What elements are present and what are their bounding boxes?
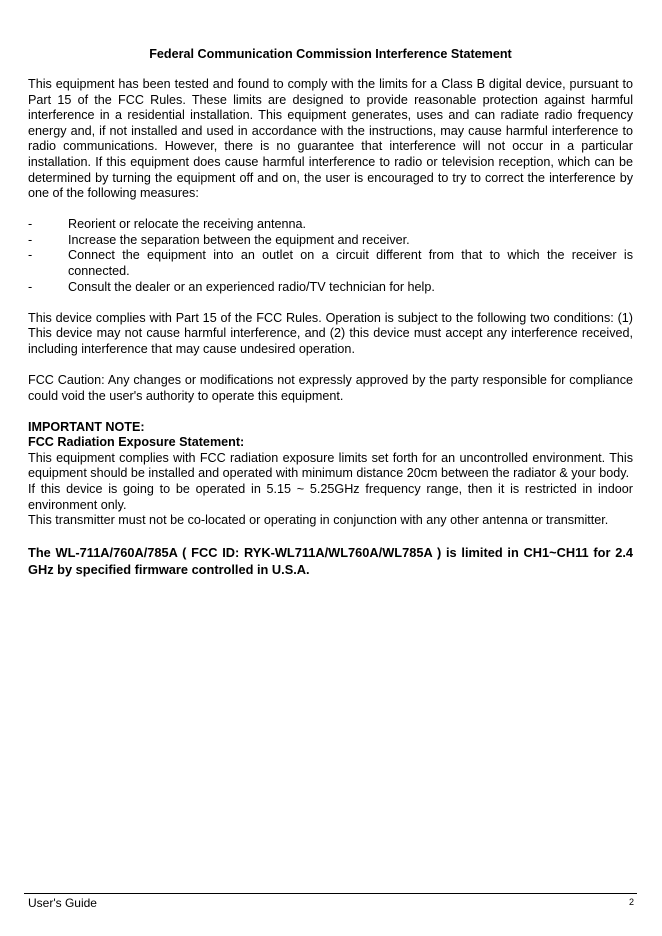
list-item-text: Increase the separation between the equipment and receiver. [68, 232, 410, 247]
caution-paragraph: FCC Caution: Any changes or modifications not expressly approved by the party responsible for compliance could void the user's authority to operate this equipment. [28, 373, 633, 403]
list-dash: - [28, 279, 33, 294]
list-item-text: Connect the equipment into an outlet on a circuit different from that to which the receiver is connected. [68, 248, 633, 279]
important-note-heading: IMPORTANT NOTE: [28, 419, 145, 434]
list-dash: - [28, 248, 33, 263]
page-number: 2 [628, 897, 634, 907]
list-item [28, 248, 633, 279]
radiation-paragraph-2: If this device is going to be operated in 5.15 ~ 5.25GHz frequency range, then it is restricted in indoor environment only. [28, 482, 633, 512]
compliance-paragraph: This device complies with Part 15 of the FCC Rules. Operation is subject to the following two conditions: (1) This device may not cause harmful interference, and (2) this device must accept any interference received, including interference that may cause undesired operation. [28, 310, 633, 356]
document-body [28, 46, 633, 578]
list-dash: - [28, 217, 33, 232]
footer-divider [24, 893, 637, 894]
list-item [28, 280, 633, 296]
spacer [28, 404, 633, 420]
list-item [28, 233, 633, 249]
spacer [28, 358, 633, 374]
page-title: Federal Communication Commission Interference Statement [149, 47, 512, 61]
list-item [28, 217, 633, 233]
radiation-heading: FCC Radiation Exposure Statement: [28, 435, 245, 450]
footer-title: User's Guide [28, 896, 97, 910]
list-item-text: Consult the dealer or an experienced radio/TV technician for help. [68, 279, 435, 294]
spacer [28, 202, 633, 218]
intro-paragraph: This equipment has been tested and found to comply with the limits for a Class B digital device, pursuant to Part 15 of the FCC Rules. These limits are designed to provide reasonable protection against harmful interference in a residential installation. This equipment generates, uses and can radiate radio frequency energy and, if not installed and used in accordance with the instructions, may cause harmful interference to radio communications. However, there is no guarantee that interference will not occur in a particular installation. If this equipment does cause harmful interference to radio or television reception, which can be determined by turning the equipment off and on, the user is encouraged to try to correct the interference by one of the following measures: [28, 77, 633, 201]
list-dash: - [28, 232, 33, 247]
radiation-paragraph-3: This transmitter must not be co-located or operating in conjunction with any other antenna or transmitter. [28, 513, 609, 528]
final-statement: The WL-711A/760A/785A ( FCC ID: RYK-WL711A/WL760A/WL785A ) is limited in CH1~CH11 for 2.4 GHz by specified firmware controlled in U.S.A. [28, 545, 633, 578]
spacer [28, 295, 633, 311]
measures-list [28, 217, 633, 295]
list-item-text: Reorient or relocate the receiving antenna. [68, 217, 307, 232]
radiation-paragraph-1: This equipment complies with FCC radiation exposure limits set forth for an uncontrolled environment. This equipment should be installed and operated with minimum distance 20cm between the radiator & your body. [28, 450, 633, 481]
spacer [28, 529, 633, 545]
